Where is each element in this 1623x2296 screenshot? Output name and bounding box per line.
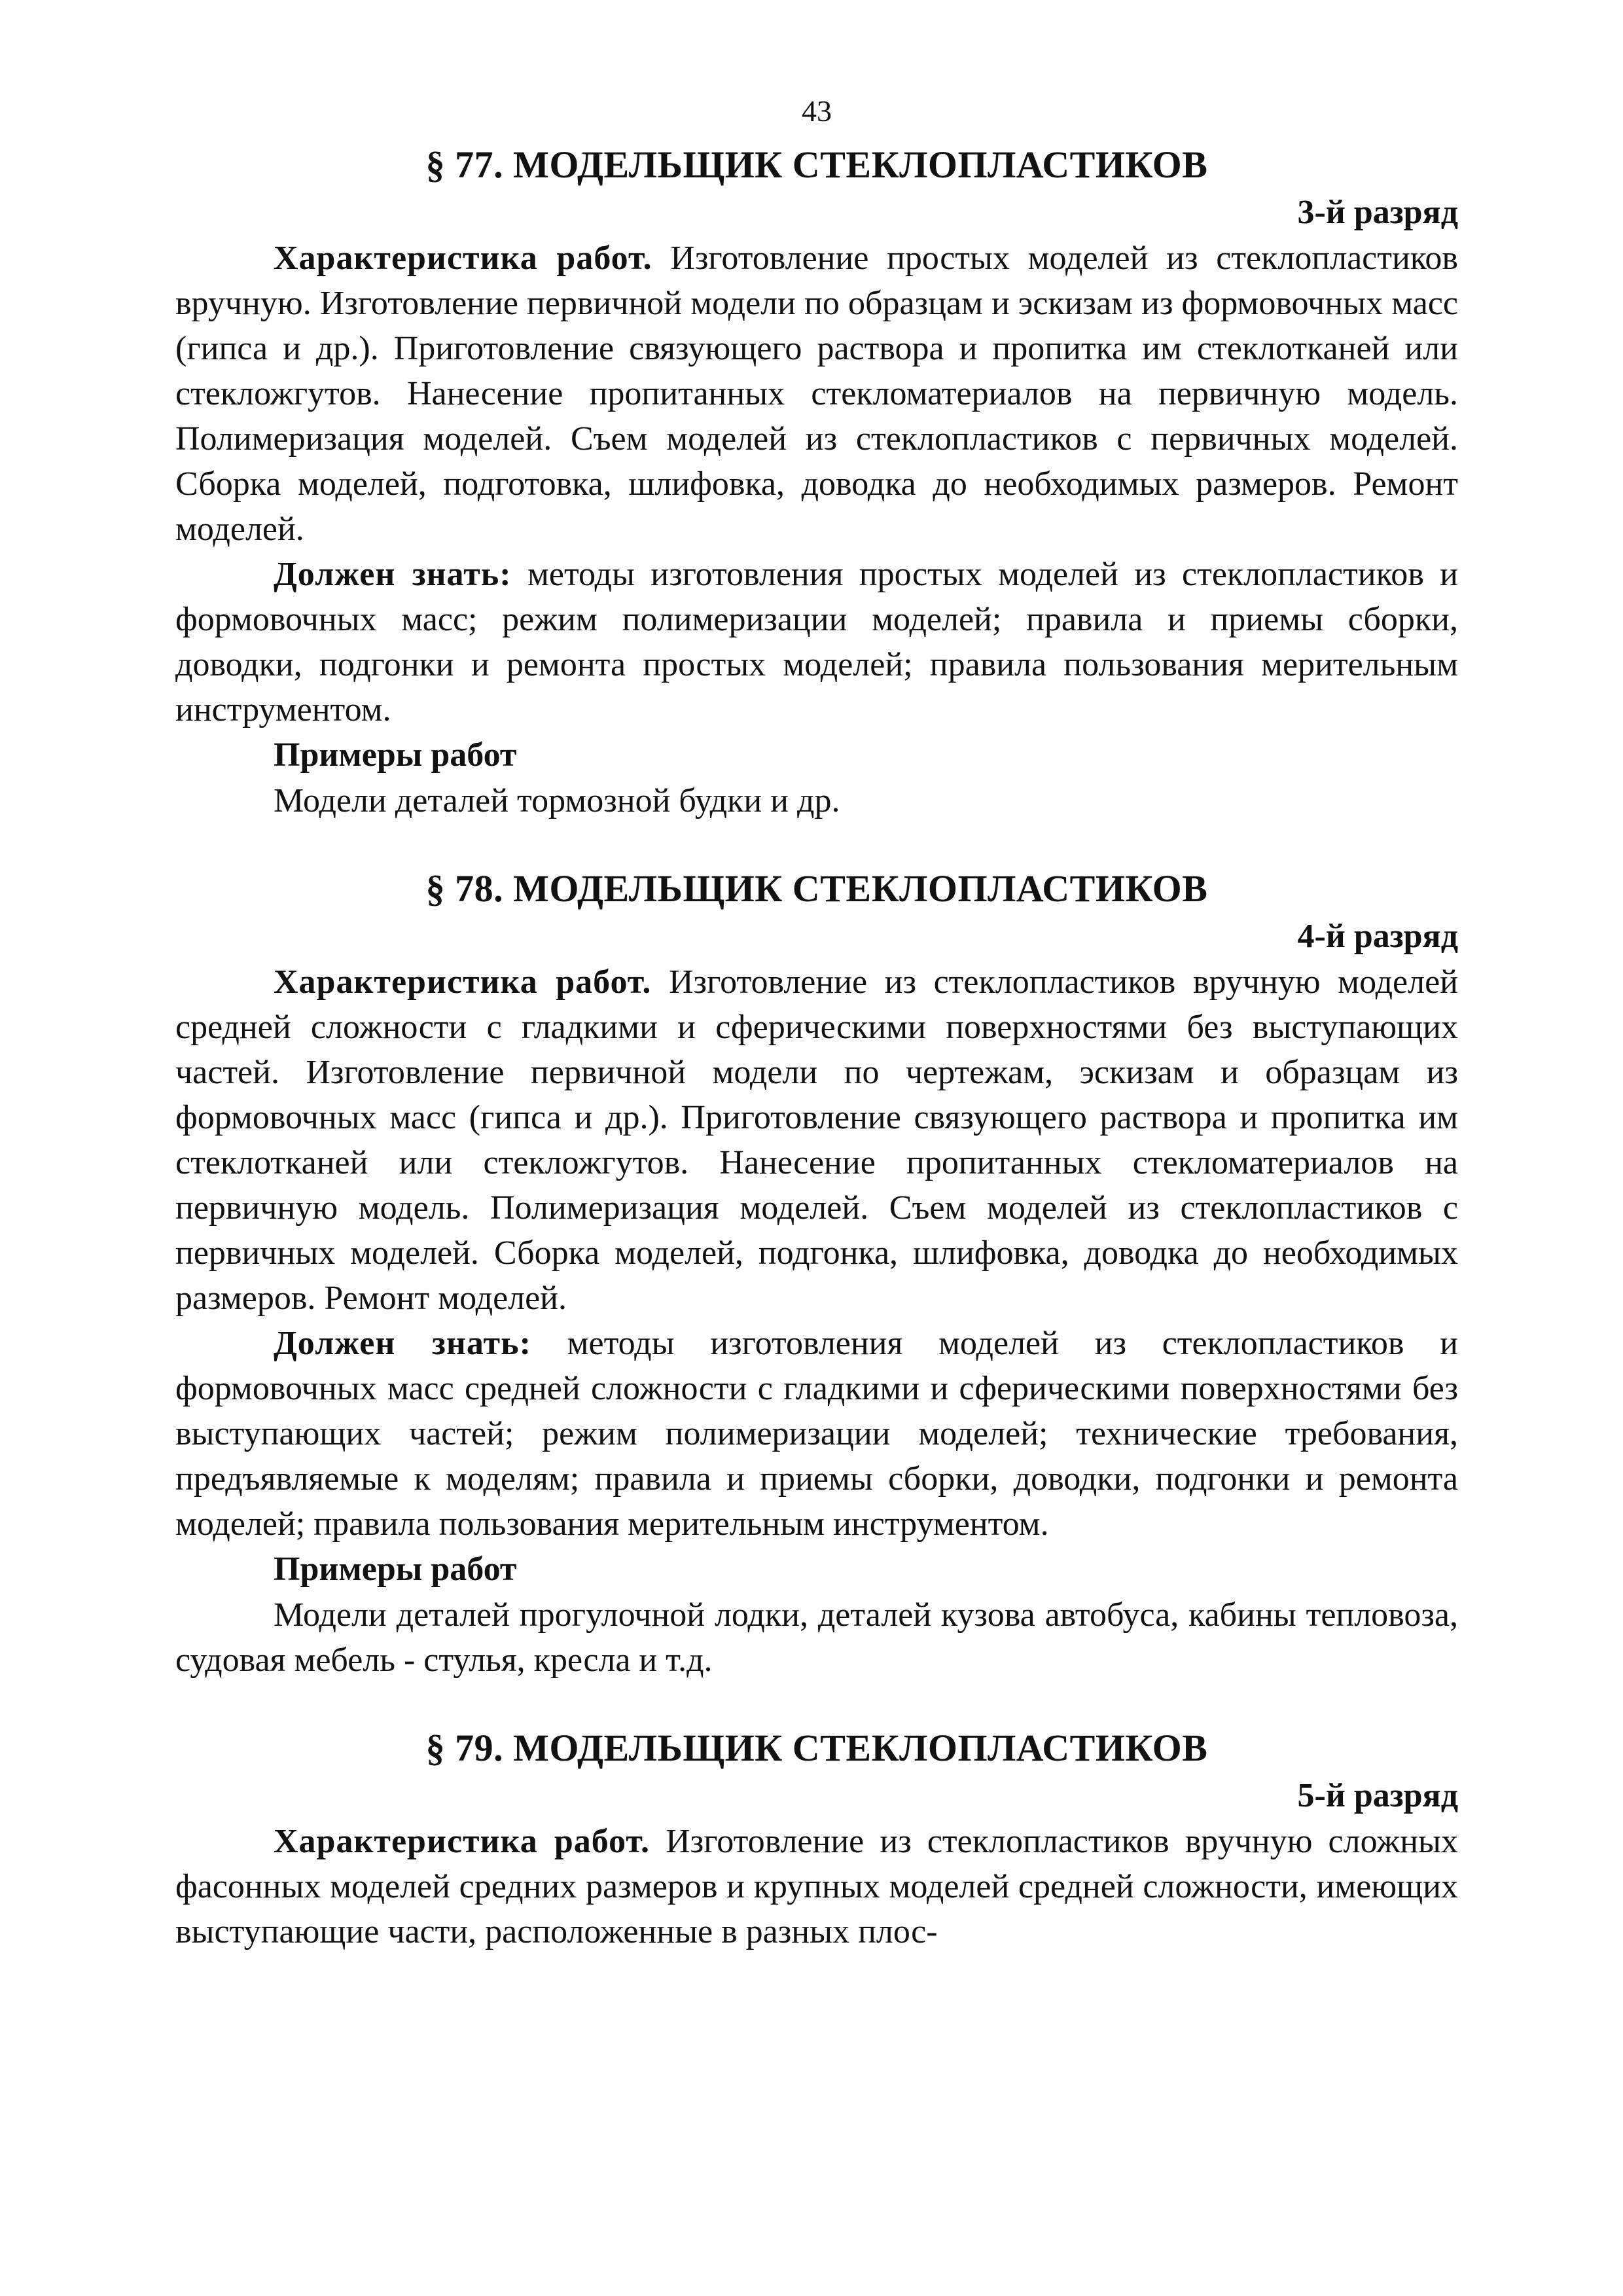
characteristics-text: Изготовление из стеклопластиков вручную сложных фасонных моделей средних размеров и крупных моделей средней сложности, имеющих выступающие части, расположенные в разных плос- xyxy=(175,1823,1458,1950)
examples-text: Модели деталей прогулочной лодки, деталей кузова автобуса, кабины тепловоза, судовая мебель - стулья, кресла и т.д. xyxy=(175,1596,1458,1679)
grade-label: 5-й разряд xyxy=(1297,1777,1458,1814)
characteristics-label: Характеристика работ. xyxy=(274,1823,650,1860)
grade-label: 3-й разряд xyxy=(1297,194,1458,231)
characteristics-text: Изготовление простых моделей из стеклопластиков вручную. Изготовление первичной модели по образцам и эскизам из формовочных масс (гипса и др.). Приготовление связующего раствора и пропитка им стеклотканей или стекложгутов. Нанесение пропитанных стекломатериалов на первичную модель. Полимеризация моделей. Съем моделей из стеклопластиков с первичных моделей. Сборка моделей, подготовка, шлифовка, доводка до необходимых размеров. Ремонт моделей. xyxy=(175,240,1458,548)
characteristics-label: Характеристика работ. xyxy=(274,240,652,277)
characteristics-label: Характеристика работ. xyxy=(274,963,652,1001)
examples-title: Примеры работ xyxy=(274,1551,517,1588)
knowledge-label: Должен знать: xyxy=(274,1325,531,1362)
section-title: § 77. МОДЕЛЬЩИК СТЕКЛОПЛАСТИКОВ xyxy=(425,143,1208,186)
section-78 xyxy=(175,864,1458,1683)
characteristics-paragraph xyxy=(175,960,1458,1321)
knowledge-text: методы изготовления моделей из стеклопластиков и формовочных масс средней сложности с гладкими и сферическими поверхностями без выступающих частей; режим полимеризации моделей; технические требования, предъявляемые к моделям; правила и приемы сборки, доводки, подгонки и ремонта моделей; правила пользования мерительным инструментом. xyxy=(175,1325,1458,1543)
examples-title: Примеры работ xyxy=(274,736,517,774)
knowledge-paragraph xyxy=(175,1321,1458,1547)
characteristics-paragraph xyxy=(175,236,1458,552)
knowledge-paragraph xyxy=(175,552,1458,732)
knowledge-text: методы изготовления простых моделей из стеклопластиков и формовочных масс; режим полимеризации моделей; правила и приемы сборки, доводки, подгонки и ремонта простых моделей; правила пользования мерительным инструментом. xyxy=(175,556,1458,728)
document-page xyxy=(175,92,1458,1954)
section-79 xyxy=(175,1723,1458,1954)
section-title: § 79. МОДЕЛЬЩИК СТЕКЛОПЛАСТИКОВ xyxy=(425,1727,1208,1769)
examples-text: Модели деталей тормозной будки и др. xyxy=(274,782,840,819)
characteristics-text: Изготовление из стеклопластиков вручную моделей средней сложности с гладкими и сферическими поверхностями без выступающих частей. Изготовление первичной модели по чертежам, эскизам и образцам из формовочных масс (гипса и др.). Приготовление связующего раствора и пропитка им стеклотканей или стекложгутов. Нанесение пропитанных стекломатериалов на первичную модель. Полимеризация моделей. Съем моделей из стеклопластиков с первичных моделей. Сборка моделей, подгонка, шлифовка, доводка до необходимых размеров. Ремонт моделей. xyxy=(175,963,1458,1317)
knowledge-label: Должен знать: xyxy=(274,556,512,593)
section-title: § 78. МОДЕЛЬЩИК СТЕКЛОПЛАСТИКОВ xyxy=(425,867,1208,910)
grade-label: 4-й разряд xyxy=(1297,918,1458,955)
section-77 xyxy=(175,140,1458,823)
characteristics-paragraph xyxy=(175,1819,1458,1954)
page-number: 43 xyxy=(802,94,832,128)
